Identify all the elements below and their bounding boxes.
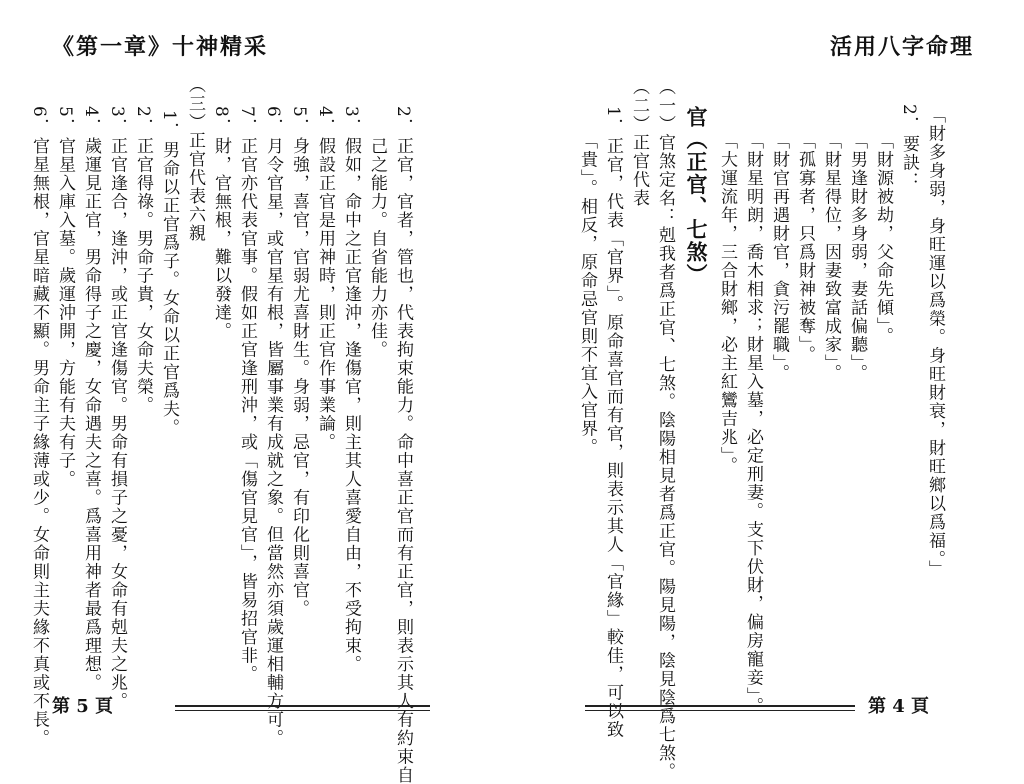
text-column: 1．正官，代表「官界」。原命喜官而有官，則表示其人「官緣」較佳，可以致	[603, 106, 623, 739]
text-column: 5．官星入庫入墓。歲運沖開，方能有夫有子。	[55, 106, 75, 489]
text-column: 「貴」。相反，原命忌官則不宜入官界。	[577, 132, 597, 457]
text-column: 6．官星無根，官星暗藏不顯。男命主子緣薄或少。女命則主夫緣不真或不長。	[29, 106, 49, 748]
footer-rule	[585, 705, 855, 711]
section-heading: （三）正官代表六親	[185, 76, 205, 243]
text-column: 1．男命以正官爲子。女命以正官爲夫。	[159, 110, 179, 437]
chapter-heading: 官（正官、七煞）	[684, 106, 709, 286]
text-column: 6．月令官星，或官星有根，皆屬事業有成就之象。但當然亦須歲運相輔方可。	[263, 106, 283, 748]
text-column: 2．正官，官者，管也，代表拘束能力。命中喜正官而有正官，則表示其人有約束自	[393, 106, 413, 784]
text-column: 4．歲運見正官，男命得子之慶，女命遇夫之喜。爲喜用神者最爲理想。	[81, 106, 101, 692]
section-heading: （二）正官代表	[629, 78, 649, 208]
text-column: 「財多身弱，身旺運以爲榮。身旺財衰，財旺鄉以爲福。」	[925, 106, 945, 579]
text-column: 5．身強，喜官，官弱尤喜財生。身弱，忌官，有印化則喜官。	[289, 106, 309, 618]
left-page-header: 《第一章》十神精采	[52, 35, 269, 60]
text-column: 「財源被劫，父命先傾」。	[873, 132, 893, 346]
text-column: 8．財，官無根，難以發達。	[211, 106, 231, 341]
text-column: 7．正官亦代表官事。假如正官逢刑沖，或「傷官見官」，皆易招官非。	[237, 106, 257, 684]
right-page-header: 活用八字命理	[829, 35, 974, 60]
text-column: 「財星明朗，喬木相求；財星入墓，必定刑妻。支下伏財，偏房寵妾」。	[743, 132, 763, 716]
footer-rule	[175, 705, 430, 711]
text-column: 「男逢財多身弱，妻話偏聽」。	[847, 132, 867, 383]
text-column: 「財官再遇財官，貪污罷職」。	[769, 132, 789, 383]
right-page-number: 第 4 頁	[868, 696, 930, 717]
text-column: 2．正官得祿。男命子貴，女命夫榮。	[133, 106, 153, 415]
text-column: 4．假設正官是用神時，則正官作事業論。	[315, 106, 335, 452]
text-column: 己之能力。自省能力亦佳。	[367, 137, 387, 359]
text-column: 2．要訣：	[899, 104, 919, 191]
text-column: 「大運流年，三合財鄉，必主紅鸞吉兆」。	[717, 132, 737, 475]
text-column: （一）官煞定名：剋我者爲正官、七煞。陰陽相見者爲正官。陽見陽，陰見陰爲七煞。	[655, 78, 675, 781]
text-column: 3．正官逢合，逢沖，或正官逢傷官。男命有損子之憂，女命有剋夫之兆。	[107, 106, 127, 711]
text-column: 「孤寡者，只爲財神被奪」。	[795, 132, 815, 364]
text-column: 3．假如，命中之正官逢沖，逢傷官，則主其人喜愛自由，不受拘束。	[341, 106, 361, 674]
text-column: 「財星得位，因妻致富成家」。	[821, 132, 841, 383]
left-page-number: 第 5 頁	[52, 696, 114, 717]
